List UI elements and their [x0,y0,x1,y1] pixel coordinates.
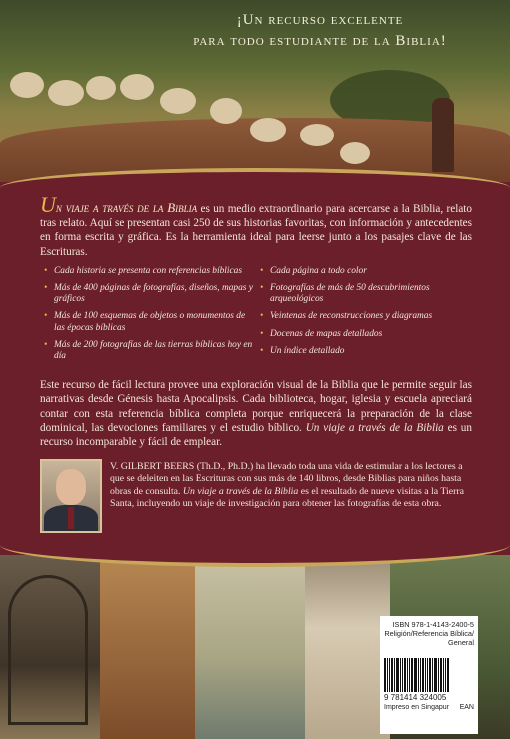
isbn-barcode-box [380,616,478,734]
barcode-bar [414,658,417,692]
features-left-column [40,266,256,368]
intro-dropcap: U [40,192,56,217]
barcode [384,658,474,692]
barcode-bar [443,658,444,692]
intro-body: es un medio extraordinario para acercarse a la Biblia, relato tras relato. Aquí se presentan casi 250 de sus historias favoritas, con información y antecedentes en forma escrita y gráfica. Es la herramienta ideal para leerse junto a los pasajes clave de las Escrituras. [40,203,472,258]
sheep-shape [300,124,334,146]
intro-paragraph [40,192,472,259]
barcode-bar [402,658,403,692]
barcode-digits [384,693,474,702]
intro-book-title: n viaje a través de la Biblia [55,200,198,215]
barcode-bar [394,658,395,692]
stone-arch-shape [8,575,88,725]
bust-photo-panel [305,555,390,739]
sheep-shape [10,72,44,98]
sheep-shape [86,76,116,100]
sheep-shape [160,88,196,114]
feature-item: • Más de 100 esquemas de objetos o monumentos de las épocas bíblicas [54,311,256,333]
print-location: Impreso en Singapur [384,703,449,711]
author-bio [110,461,472,511]
barcode-bar [420,658,421,692]
category-line-1: Religión/Referencia Bíblica/ [384,629,474,639]
barcode-bar [422,658,424,692]
street-photo-panel [0,555,100,739]
features-right-column [256,266,472,368]
feature-item: • Más de 400 páginas de fotografías, diseños, mapas y gráficos [54,283,256,305]
headline-line-1: ¡Un recurso excelente [236,12,404,28]
isbn-number: ISBN 978-1-4143-2400-5 [392,620,474,629]
barcode-bar [434,658,437,692]
author-portrait [40,459,102,533]
ean-label: EAN [459,703,474,711]
shepherd-figure [432,98,454,172]
barcode-bar [438,658,439,692]
author-bio-text1: V. GILBERT BEERS (Th.D., Ph.D.) ha llevado toda una vida de estimular a los lectores a que se deleiten en las Escrituras con sus más de 140 libros, desde Biblias para niños hasta obras de consulta. [110,461,463,497]
usage-text: Este recurso de fácil lectura provee una exploración visual de la Biblia que le permite seguir las narrativas desde Génesis hasta Apocalipsis. Cada biblioteca, hogar, iglesia y escuela apreciará contar con esta referencia bíblica completa porque enriquecerá la preparación de la clase dominical, las devociones familiares y el estudio bíblico. [40,379,472,434]
features-list [40,266,472,368]
scroll-photo-panel [100,555,195,739]
barcode-bar [427,658,428,692]
author-book-title: Un viaje a través de la Biblia [182,485,299,497]
usage-book-title: Un viaje a través de la Biblia [305,421,444,434]
barcode-bar [440,658,442,692]
barcode-bar [396,658,399,692]
barcode-bar [429,658,431,692]
feature-item: • Fotografías de más de 50 descubrimientos arqueológicos [270,283,472,305]
sheep-shape [120,74,154,100]
sheep-shape [250,118,286,142]
feature-item: • Veintenas de reconstrucciones y diagramas [270,311,472,322]
barcode-number: 9 781414 324005 [384,692,447,702]
usage-closing: es un recurso incomparable y fácil de emplear. [40,421,472,449]
barcode-bar [404,658,406,692]
category-line-2: General [448,638,474,648]
barcode-bar [425,658,426,692]
feature-item: • Cada página a todo color [270,266,472,277]
feature-item: • Más de 200 fotografías de las tierras bíblicas hoy en día [54,340,256,362]
barcode-bar [391,658,393,692]
portrait-tie-shape [68,507,74,529]
feature-item: • Cada historia se presenta con referencias bíblicas [54,266,256,277]
author-bio-text2: es el resultado de nueve visitas a la Tierra Santa, incluyendo un viaje de investigación para obtener las fotografías de esta obra. [110,485,464,510]
barcode-bar [407,658,408,692]
barcode-bar [445,658,446,692]
sheep-shape [48,80,84,106]
barcode-bar [389,658,390,692]
barcode-bar [411,658,413,692]
feature-item: • Un índice detallado [270,346,472,357]
cover-headline [130,10,510,52]
sheep-shape [340,142,370,164]
portrait-head-shape [56,469,86,505]
usage-paragraph [40,378,472,449]
print-info-line [384,703,474,712]
feature-item: • Docenas de mapas detallados [270,329,472,340]
barcode-bar [447,658,449,692]
barcode-bar [432,658,433,692]
headline-line-2: para todo estudiante de la Biblia! [193,33,447,49]
description-block [40,192,472,449]
sheep-shape [210,98,242,124]
barcode-bar [418,658,419,692]
barcode-bar [384,658,386,692]
author-section [40,459,472,534]
fishing-photo-panel [195,555,305,739]
barcode-bar [400,658,401,692]
barcode-bar [409,658,410,692]
barcode-bar [387,658,388,692]
